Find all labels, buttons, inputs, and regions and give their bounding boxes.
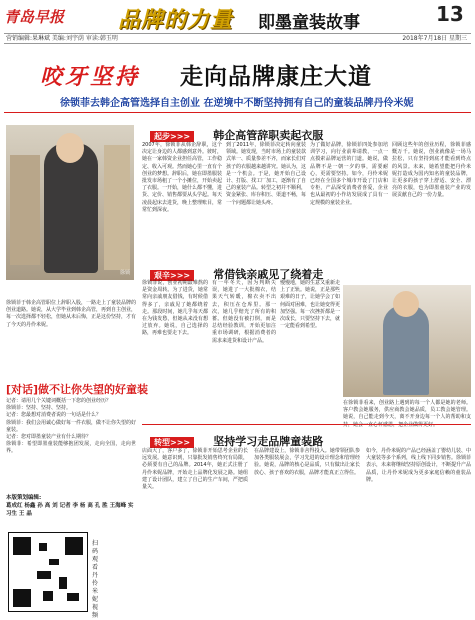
masthead: [0, 0, 475, 33]
reporters-title: 本版策划编辑:: [6, 495, 42, 501]
body-column: 在品牌建设上，徐锁菲舍得投入。她带领团队参加各类服装展会，学习先进的设计理念和管理经验。她说，品牌的核心是品质，只有做出让家长放心、孩子喜欢的衣服，品牌才能真正立得住。: [254, 448, 360, 476]
headline-part1: 咬牙坚持: [40, 64, 141, 90]
headline-divider: [4, 112, 471, 113]
body-column: 回顾这些年的创业历程，徐锁菲感慨万千。她说，创业就像是一场马拉松，只有坚持到底才能看到终点的风景。未来，她希望能把丹伶米妮打造成为国内知名的童装品牌，让更多的孩子穿上舒适、安全、漂亮的衣服，也为即墨童装产业的发展贡献自己的一份力量。: [392, 142, 471, 199]
section-title: 常借钱亲戚见了绕着走: [213, 268, 324, 281]
subheadline: 徐锁菲去韩企高管选择自主创业 在逆境中不断坚持拥有自己的童装品牌丹伶米妮: [60, 98, 414, 109]
body-column: 店面大了，客户多了，徐锁菲开始思考企业的长远发展。她意识到，只靠批发销售终究有局限，必须要有自己的品牌。2014年，她正式注册了丹伶米妮品牌，开始走上品牌化发展之路。她组建了设计团队，建立了自己的生产车间，严把质量关。: [142, 448, 248, 491]
person-head: [393, 291, 419, 317]
body-column: 慢慢地，她的生意又重新走上了正轨。她说，正是那些艰难的日子，让她学会了如何面对困难，也让她变得更加坚强。每一次挫折都是一次成长，只要坚持下去，就一定能看到希望。: [280, 280, 341, 330]
banner-slogan: 品牌的力量: [118, 7, 234, 33]
banner-subtitle: 即墨童装故事: [258, 13, 360, 33]
section-tag: 起步>>>: [150, 131, 194, 142]
body-column: 徐锁菲说，创业初期最难熬的是资金周转。为了进货，她常常向亲戚朋友借钱，有时候借得多了，亲戚见了她都绕着走。那段时间，她几乎每天都在为钱发愁，但她从来没有想过放弃。她说，自己选择的路，再难也要走下去。: [142, 280, 208, 337]
reporters-list: 葛成红 杨鑫 孙 高 刘 记者 李 杨 高 孔 胜 王海峰 实习生 王 晶: [6, 503, 134, 517]
body-column: 为了做好品牌，徐锁菲四处参加培训学习，向行业前辈请教，一点一点摸索品牌运营的门道。她说，做品牌不是一朝一夕的事，需要耐心，更需要坚持。如今，丹伶米妮已经在全国多个城市开设了门店和专柜，产品深受消费者喜爱，企业也从最初的小作坊发展成了具有一定规模的童装企业。: [310, 142, 388, 206]
section-divider: [142, 424, 471, 425]
qr-label: 扫码观看丹伶米妮视频: [92, 540, 99, 619]
sidebar-title: [对话]做不让你失望的好童装: [6, 383, 149, 396]
editor-credits: 营销编辑:果琳斌 美编:刘宇荫 审读:韩玉明: [6, 35, 118, 42]
portrait-photo: [6, 125, 134, 280]
section-3-header: [150, 430, 323, 449]
clothing-rack: [104, 145, 130, 270]
section-title: 坚持学习走品牌童装路: [213, 435, 324, 448]
qa-dialogue: 记者：请用几个关键词概括一下您的创业经历？ 徐锁菲：坚持、坚持、坚持。 记者：您最想对消费者说的一句话是什么？ 徐锁菲：我们会用诚心做好每一件衣服，做不让你失望的好童装。 记者：您对即墨童装产业有什么期待？ 徐锁菲：希望即墨童装能够抱团发展，走向全国，走向世界。: [6, 398, 137, 455]
body-column: 到了2011年，徐锁菲决定转向童装领域。她发现，当时市场上的童装款式单一、质量参差不齐，而家长们对孩子的衣服越来越讲究。她认为，这是一个机会。于是，她开始自己设计、打版、找工厂加工，逐渐有了自己的童装产品。转型之初并不顺利，资金紧张、库存积压、渠道不畅，每一个问题都让她头疼。: [226, 142, 307, 206]
photo-caption: 徐锁菲于韩企高管职位上辞职入股，一路走上了童装品牌的创业道路。她说，从大学毕业到韩企高管，再到自主创业，每一次选择都不轻松，但她从未后悔，正是这份坚持，才有了今天的丹伶米妮。: [6, 300, 137, 328]
portrait-photo: [343, 285, 471, 397]
section-title: 韩企高管辞职卖起衣服: [213, 129, 324, 142]
person-head: [56, 133, 84, 163]
section-tag: 转型>>>: [150, 437, 194, 448]
info-bar: [4, 33, 471, 44]
page-number: 13: [436, 2, 464, 26]
headline-part2: 走向品牌康庄大道: [180, 64, 372, 90]
reporter-credits: [6, 494, 136, 518]
clothing-rack: [10, 155, 40, 265]
newspaper-logo: 青岛早报: [4, 8, 65, 26]
section-tag: 艰辛>>>: [150, 270, 194, 281]
issue-date: 2018年7月18日 星期三: [402, 35, 467, 42]
body-column: 在徐锁菲看来，创业路上遇到的每一个人都是她的老师。客户教会她服务，供应商教会她品质，员工教会她管理。她说，自己能走到今天，离不开身边每一个人的帮助和支: [343, 400, 471, 421]
body-column: 2007年，徐锁菲从韩企辞职，这个决定让身边的人都感到意外。彼时，她在一家韩资企业担任高管，工作稳定、收入可观。然而她心里一直有个创业的梦想。辞职后，她在即墨服装批发市场租了一个小摊位，开始卖起了衣服。一开始，她什么都不懂，进货、定价、销售都要从头学起。每天凌晨起床去进货，晚上整理账目，常常忙到深夜。: [142, 142, 223, 213]
body-column: 有一年冬天，因为判断失误，她进了一大批棉衣，结果天气转暖，棉衣卖不出去，积压在仓库里。那一次，她几乎赔光了所有的积蓄。但她没有被打倒，而是总结经验教训，开始更加注重市场调研，根据消费者的需求来进货和设计产品。: [212, 280, 276, 344]
qr-code[interactable]: [8, 532, 88, 612]
person-figure: [383, 305, 429, 395]
section-1-header: [150, 124, 323, 143]
body-column: 如今，丹伶米妮的产品已经涵盖了婴幼儿装、中大童装等多个系列，线上线下同步销售。徐锁菲表示，未来将继续坚持原创设计，不断提升产品品质，让丹伶米妮成为更多家庭信赖的童装品牌。: [366, 448, 472, 483]
photo-credit: 徐锁: [119, 270, 130, 276]
